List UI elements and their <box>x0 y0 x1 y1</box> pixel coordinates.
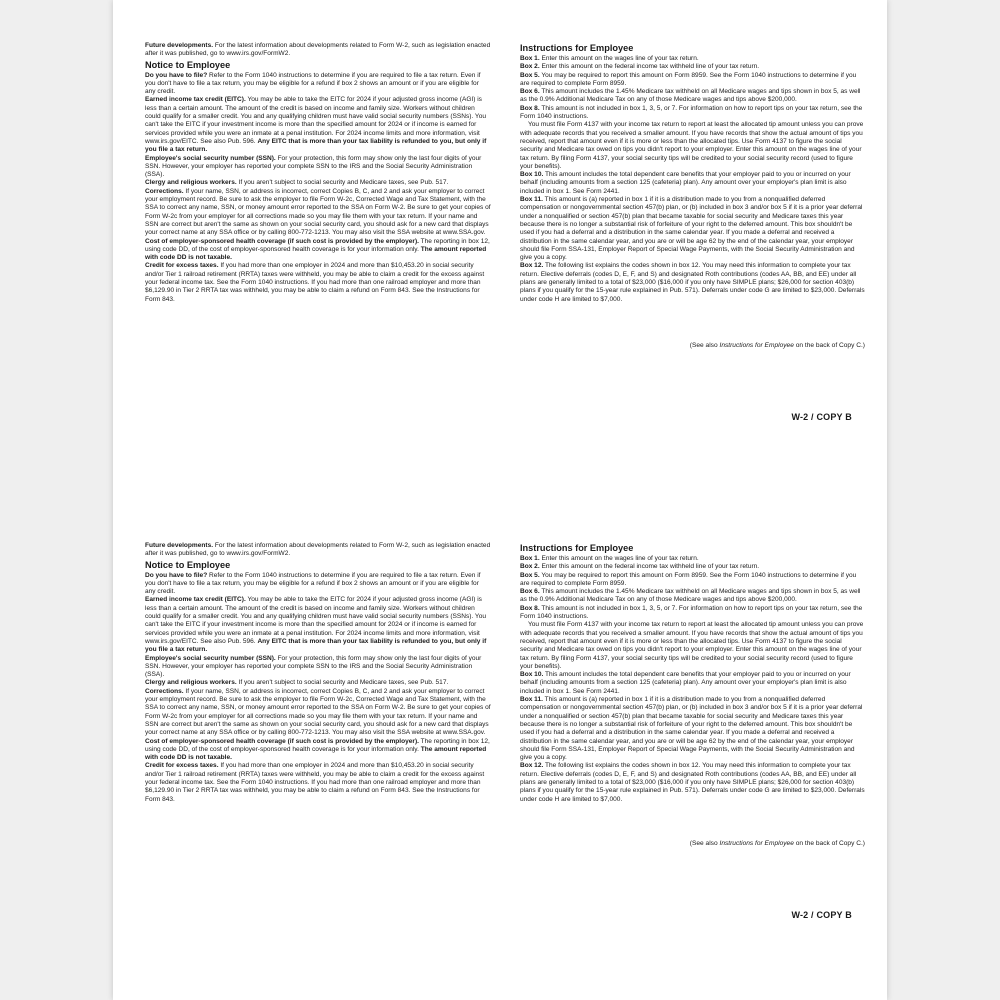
para-corrections: Corrections. If your name, SSN, or address is incorrect, correct Copies B, C, and 2 and ask your employer to correct your employment record. Be sure to ask the employer to file Form W-2c, Corrected Wage and Tax Statement, with the SSA to correct any name, SSN, or money amount error reported to the SSA on Form W-2. Be sure to get your copies of Form W-2c from your employer for all corrections made so you may file them with your tax return. If your name and SSN are correct but aren't the same as shown on your social security card, you should ask for a new card that displays your correct name at any SSA office or by calling 800-772-1213. You may also visit the SSA website at www.SSA.gov. <box>145 687 491 737</box>
para-box11: Box 11. This amount is (a) reported in box 1 if it is a distribution made to you from a nonqualified deferred compensation or nongovernmental section 457(b) plan, or (b) included in box 3 and/or box 5 if it is a prior year deferral under a nonqualified or section 457(b) plan that became taxable for social security and Medicare taxes this year because there is no longer a substantial risk of forfeiture of your right to the deferred amount. This box shouldn't be used if you had a deferral and a distribution in the same calendar year. If you made a deferral and received a distribution in the same calendar year, and you are or will be age 62 by the end of the calendar year, your employer should file Form SSA-131, Employer Report of Special Wage Payments, with the Social Security Administration and give you a copy. <box>520 196 863 262</box>
para-box6: Box 6. This amount includes the 1.45% Medicare tax withheld on all Medicare wages and tips shown in box 5, as well as the 0.9% Additional Medicare Tax on any of those Medicare wages and tips above $200,000. <box>520 588 861 604</box>
see-also-note: (See also Instructions for Employee on the back of Copy C.) <box>689 342 865 349</box>
para-box1: Box 1. Enter this amount on the wages line of your tax return. <box>520 555 699 562</box>
para-box10: Box 10. This amount includes the total dependent care benefits that your employer paid to you or incurred on your behalf (including amounts from a section 125 (cafeteria) plan). Any amount over your employer's plan limit is also included in box 1. See Form 2441. <box>520 171 851 195</box>
para-corrections: Corrections. If your name, SSN, or address is incorrect, correct Copies B, C, and 2 and ask your employer to correct your employment record. Be sure to ask the employer to file Form W-2c, Corrected Wage and Tax Statement, with the SSA to correct any name, SSN, or money amount error reported to the SSA on Form W-2. Be sure to get your copies of Form W-2c from your employer for all corrections made so you may file them with your tax return. If your name and SSN are correct but aren't the same as shown on your social security card, you should ask for a new card that displays your correct name at any SSA office or by calling 800-772-1213. You may also visit the SSA website at www.SSA.gov. <box>145 187 491 237</box>
para-file: Do you have to file? Refer to the Form 1040 instructions to determine if you are required to file a tax return. Even if you don't have to file a tax return, you may be eligible for a refund if box 2 shows an amount or if you are eligible for any credit. <box>145 71 481 96</box>
para-ssn: Employee's social security number (SSN). For your protection, this form may show only the last four digits of your SSN. However, your employer has reported your complete SSN to the IRS and the Social Security Administration (SSA). <box>145 654 482 679</box>
form-page <box>113 0 887 1000</box>
para-box5: Box 5. You may be required to report this amount on Form 8959. See the Form 1040 instructions to determine if you are required to complete Form 8959. <box>520 571 857 587</box>
para-box8: Box 8. This amount is not included in box 1, 3, 5, or 7. For information on how to report tips on your tax return, see the Form 1040 instructions. <box>520 604 863 621</box>
notice-heading: Notice to Employee <box>145 59 231 70</box>
para-box11: Box 11. This amount is (a) reported in box 1 if it is a distribution made to you from a nonqualified deferred compensation or nongovernmental section 457(b) plan, or (b) included in box 3 and/or box 5 if it is a prior year deferral under a nonqualified or section 457(b) plan that became taxable for social security and Medicare taxes this year because there is no longer a substantial risk of forfeiture of your right to the deferred amount. This box shouldn't be used if you had a deferral and a distribution in the same calendar year. If you made a deferral and received a distribution in the same calendar year, and you are or will be age 62 by the end of the calendar year, your employer should file Form SSA-131, Employer Report of Special Wage Payments, with the Social Security Administration and give you a copy. <box>520 696 863 762</box>
para-clergy: Clergy and religious workers. If you aren't subject to social security and Medicare taxes, see Pub. 517. <box>145 679 449 687</box>
form-label: W-2 / COPY B <box>791 910 852 920</box>
para-box2: Box 2. Enter this amount on the federal income tax withheld line of your tax return. <box>520 63 760 71</box>
right-column <box>520 42 866 304</box>
para-box12: Box 12. The following list explains the codes shown in box 12. You may need this information to complete your tax return. Elective deferrals (codes D, E, F, and S) and designated Roth contributions (codes AA, BB, and EE) under all plans are generally limited to a total of $23,000 ($16,000 if you only have SIMPLE plans; $26,000 for section 403(b) plans if you qualify for the 15-year rule explained in Pub. 571). Deferrals under code G are limited to $23,000. Deferrals under code H are limited to $7,000. <box>520 762 865 803</box>
para-box8: Box 8. This amount is not included in box 1, 3, 5, or 7. For information on how to report tips on your tax return, see the Form 1040 instructions. <box>520 104 863 121</box>
para-form4137: You must file Form 4137 with your income tax return to report at least the allocated tip amount unless you can prove with adequate records that you received a smaller amount. If you have records that show the actual amount of tips you received, report that amount even if it is more or less than the allocated tips. Use Form 4137 to figure the social security and Medicare tax owed on tips you didn't report to your employer. Enter this amount on the wages line of your tax return. By filing Form 4137, your social security tips will be credited to your social security record (used to figure your benefits). <box>520 121 864 170</box>
instructions-heading: Instructions for Employee <box>520 543 634 553</box>
para-health: Cost of employer-sponsored health coverage (if such cost is provided by the employer). The reporting in box 12, using code DD, of the cost of employer-sponsored health coverage is for your information only. The amount reported with code DD is not taxable. <box>145 737 490 762</box>
left-column <box>145 542 491 804</box>
see-also-note: (See also Instructions for Employee on the back of Copy C.) <box>689 840 865 847</box>
instructions-heading: Instructions for Employee <box>520 43 634 53</box>
copy-top <box>113 0 887 440</box>
para-box1: Box 1. Enter this amount on the wages line of your tax return. <box>520 55 699 62</box>
para-box5: Box 5. You may be required to report this amount on Form 8959. See the Form 1040 instructions to determine if you are required to complete Form 8959. <box>520 71 857 87</box>
para-eitc: Earned income tax credit (EITC). You may be able to take the EITC for 2024 if your adjusted gross income (AGI) is less than a certain amount. The amount of the credit is based on income and family size. Workers without children could qualify for a smaller credit. You and any qualifying children must have valid social security numbers (SSNs). You can't take the EITC if your investment income is more than the specified amount for 2024 or if income is earned for services provided while you were an inmate at a penal institution. For 2024 income limits and more information, visit www.irs.gov/EITC. See also Pub. 596. Any EITC that is more than your tax liability is refunded to you, but only if you file a tax return. <box>145 596 487 654</box>
para-form4137: You must file Form 4137 with your income tax return to report at least the allocated tip amount unless you can prove with adequate records that you received a smaller amount. If you have records that show the actual amount of tips you received, report that amount even if it is more or less than the allocated tips. Use Form 4137 to figure the social security and Medicare tax owed on tips you didn't report to your employer. Enter this amount on the wages line of your tax return. By filing Form 4137, your social security tips will be credited to your social security record (used to figure your benefits). <box>520 621 864 670</box>
future-developments: Future developments. For the latest information about developments related to Form W-2, such as legislation enacted after it was published, go to www.irs.gov/FormW2. <box>145 542 491 558</box>
para-box10: Box 10. This amount includes the total dependent care benefits that your employer paid to you or incurred on your behalf (including amounts from a section 125 (cafeteria) plan). Any amount over your employer's plan limit is also included in box 1. See Form 2441. <box>520 671 851 695</box>
para-box12: Box 12. The following list explains the codes shown in box 12. You may need this information to complete your tax return. Elective deferrals (codes D, E, F, and S) and designated Roth contributions (codes AA, BB, and EE) under all plans are generally limited to a total of $23,000 ($16,000 if you only have SIMPLE plans; $26,000 for section 403(b) plans if you qualify for the 15-year rule explained in Pub. 571). Deferrals under code G are limited to $23,000. Deferrals under code H are limited to $7,000. <box>520 262 865 303</box>
form-label: W-2 / COPY B <box>791 412 852 422</box>
para-file: Do you have to file? Refer to the Form 1040 instructions to determine if you are required to file a tax return. Even if you don't have to file a tax return, you may be eligible for a refund if box 2 shows an amount or if you are eligible for any credit. <box>145 571 481 596</box>
para-box2: Box 2. Enter this amount on the federal income tax withheld line of your tax return. <box>520 563 760 571</box>
copy-bottom <box>113 500 887 940</box>
para-clergy: Clergy and religious workers. If you aren't subject to social security and Medicare taxes, see Pub. 517. <box>145 179 449 187</box>
para-ssn: Employee's social security number (SSN). For your protection, this form may show only the last four digits of your SSN. However, your employer has reported your complete SSN to the IRS and the Social Security Administration (SSA). <box>145 154 482 179</box>
notice-heading: Notice to Employee <box>145 559 231 570</box>
left-column <box>145 42 491 304</box>
future-developments: Future developments. For the latest information about developments related to Form W-2, such as legislation enacted after it was published, go to www.irs.gov/FormW2. <box>145 42 491 58</box>
para-box6: Box 6. This amount includes the 1.45% Medicare tax withheld on all Medicare wages and tips shown in box 5, as well as the 0.9% Additional Medicare Tax on any of those Medicare wages and tips above $200,000. <box>520 88 861 104</box>
right-column <box>520 542 866 804</box>
para-excess: Credit for excess taxes. If you had more than one employer in 2024 and more than $10,453.20 in social security and/or Tier 1 railroad retirement (RRTA) taxes were withheld, you may be able to claim a credit for the excess against your federal income tax. See the Form 1040 instructions. If you had more than one railroad employer and more than $6,129.90 in Tier 2 RRTA tax was withheld, you may be able to claim a refund on Form 843. See the Instructions for Form 843. <box>145 762 485 803</box>
para-health: Cost of employer-sponsored health coverage (if such cost is provided by the employer). The reporting in box 12, using code DD, of the cost of employer-sponsored health coverage is for your information only. The amount reported with code DD is not taxable. <box>145 237 490 262</box>
para-excess: Credit for excess taxes. If you had more than one employer in 2024 and more than $10,453.20 in social security and/or Tier 1 railroad retirement (RRTA) taxes were withheld, you may be able to claim a credit for the excess against your federal income tax. See the Form 1040 instructions. If you had more than one railroad employer and more than $6,129.90 in Tier 2 RRTA tax was withheld, you may be able to claim a refund on Form 843. See the Instructions for Form 843. <box>145 262 485 303</box>
para-eitc: Earned income tax credit (EITC). You may be able to take the EITC for 2024 if your adjusted gross income (AGI) is less than a certain amount. The amount of the credit is based on income and family size. Workers without children could qualify for a smaller credit. You and any qualifying children must have valid social security numbers (SSNs). You can't take the EITC if your investment income is more than the specified amount for 2024 or if income is earned for services provided while you were an inmate at a penal institution. For 2024 income limits and more information, visit www.irs.gov/EITC. See also Pub. 596. Any EITC that is more than your tax liability is refunded to you, but only if you file a tax return. <box>145 96 487 154</box>
